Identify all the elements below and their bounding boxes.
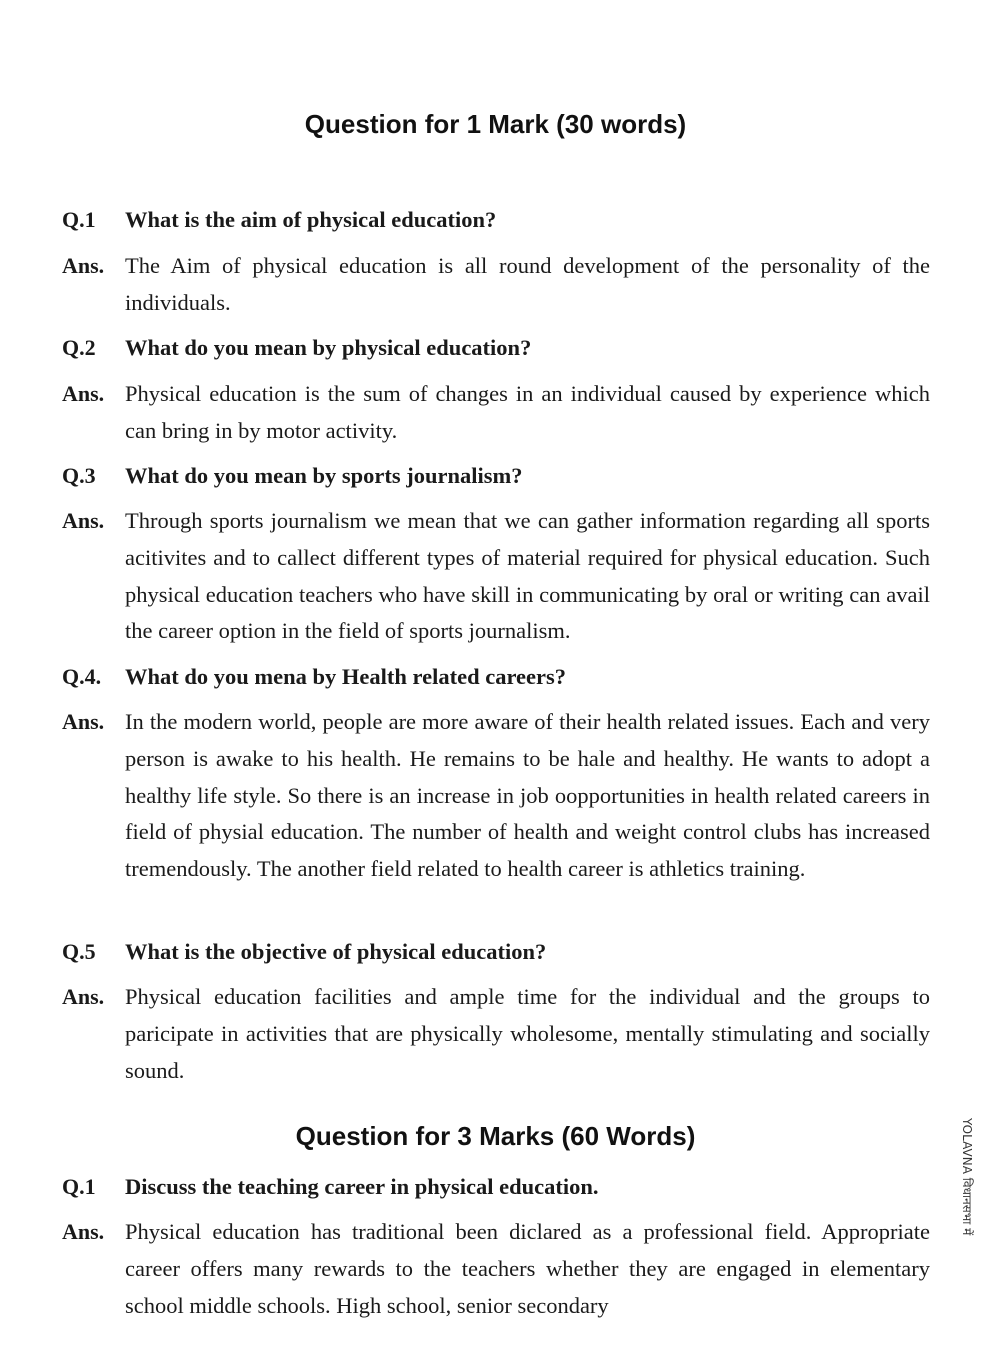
answer-label: Ans. xyxy=(62,508,105,533)
question-label: Q.1 xyxy=(62,207,96,232)
question-text: What do you mean by physical education? xyxy=(125,335,532,360)
answer-row xyxy=(62,248,930,322)
answer-text: The Aim of physical education is all round development of the personality of the individuals. xyxy=(125,253,930,315)
answer-label: Ans. xyxy=(62,253,105,278)
answer-text: Physical education has traditional been diclared as a professional field. Appropriate career offers many rewards to the teachers whether they are engaged in elementary school middle schools. High school, senior secondary xyxy=(125,1219,930,1318)
question-row xyxy=(62,934,930,971)
answer-label: Ans. xyxy=(62,984,105,1009)
answer-text: Physical education is the sum of changes in an individual caused by experience which can bring in by motor activity. xyxy=(125,381,930,443)
answer-text: In the modern world, people are more aware of their health related issues. Each and very person is awake to his health. He remains to be hale and healthy. He wants to adopt a healthy life style. So there is an increase in job oopportunities in health related careers in field of physial education. The number of health and weight control clubs has increased tremendously. The another field related to health career is athletics training. xyxy=(125,709,930,882)
question-row xyxy=(62,458,930,495)
section-1-heading: Question for 1 Mark (30 words) xyxy=(304,109,687,139)
question-label: Q.3 xyxy=(62,463,96,488)
question-row xyxy=(62,1169,930,1206)
answer-row xyxy=(62,503,930,650)
question-label: Q.1 xyxy=(62,1174,96,1199)
answer-row xyxy=(62,979,930,1089)
question-text: What do you mena by Health related careers? xyxy=(125,664,567,689)
side-margin-text: YOLAVNA विधानसभा में xyxy=(960,1118,974,1236)
question-row xyxy=(62,659,930,696)
answer-label: Ans. xyxy=(62,1219,105,1244)
question-row xyxy=(62,202,930,239)
question-label: Q.4. xyxy=(62,664,102,689)
question-text: Discuss the teaching career in physical education. xyxy=(125,1174,599,1199)
question-row xyxy=(62,330,930,367)
answer-label: Ans. xyxy=(62,381,105,406)
question-label: Q.2 xyxy=(62,335,96,360)
question-text: What is the objective of physical education? xyxy=(125,939,547,964)
question-label: Q.5 xyxy=(62,939,96,964)
answer-row xyxy=(62,376,930,450)
answer-row xyxy=(62,704,930,888)
answer-label: Ans. xyxy=(62,709,105,734)
answer-row xyxy=(62,1214,930,1324)
answer-text: Physical education facilities and ample time for the individual and the groups to paricipate in activities that are physically wholesome, mentally stimulating and socially sound. xyxy=(125,984,930,1083)
question-text: What is the aim of physical education? xyxy=(125,207,497,232)
section-2-heading: Question for 3 Marks (60 Words) xyxy=(295,1121,696,1151)
answer-text: Through sports journalism we mean that we can gather information regarding all sports acitivites and to callect different types of material required for physical education. Such physical education teachers who have skill in communicating by oral or writing can avail the career option in the field of sports journalism. xyxy=(125,508,930,644)
question-text: What do you mean by sports journalism? xyxy=(125,463,523,488)
